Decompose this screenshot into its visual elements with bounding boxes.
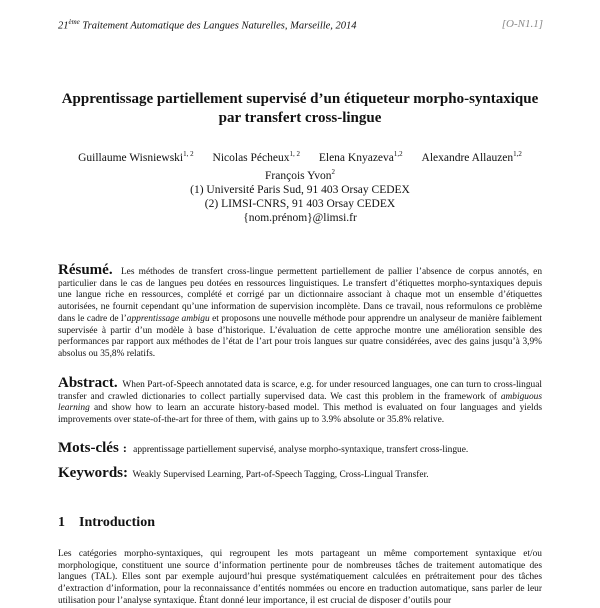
resume-text-emphasis: apprentissage ambigu (126, 313, 210, 324)
mots-cles-label: Mots-clés (58, 440, 119, 456)
author-name: Elena Knyazeva (318, 151, 394, 164)
abstract-block (58, 375, 542, 427)
paper-id: [O-N1.1] (501, 18, 543, 30)
resume-text-part2: et proposons une nouvelle méthode pour apprendre un analyseur de manière faiblement supervisée à partir d’un modèle à base d’historique. L’évaluation de cette approche montre une amélioration sensible des performances par rapport aux méthodes de l’état de l’art pour trois langues sur quatre considérées, avec des gains jusqu’à 3,9% absolus ou 35,8% relatifs. (58, 313, 542, 359)
contact-email: {nom.prénom}@limsi.fr (243, 211, 357, 224)
abstract-label: Abstract. (58, 375, 118, 391)
abstract-text-part1: When Part-of-Speech annotated data is scarce, e.g. for under resourced languages, one can turn to cross-lingual transfer and crawled dictionaries to collect partially supervised data. We cast this problem in the framework of (58, 380, 542, 402)
author-line-1 (60, 147, 540, 165)
author-affiliation-mark: 2 (331, 167, 335, 176)
mots-cles-text: apprentissage partiellement supervisé, analyse morpho-syntaxique, transfert cross-lingue. (133, 445, 469, 455)
affiliation-1: (1) Université Paris Sud, 91 403 Orsay CEDEX (190, 183, 410, 196)
intro-paragraph: Les catégories morpho-syntaxiques, qui regroupent les mots partageant un même comportement syntaxique et/ou morphologique, constituent une source d’information pertinente pour de nombreuses tâches de traitement automatique des langues (TAL). Elles sont par exemple aujourd’hui presque systématiquement calculées en prétraitement pour des tâches d’extraction d’information, pour la reconnaissance d’entités nommées ou encore en traduction automatique, sans parler de leur utilisation pour l’analyse syntaxique. Étant donné leur importance, il est crucial de disposer d’outils pour (58, 549, 542, 606)
paper-title: Apprentissage partiellement supervisé d’un étiqueteur morpho-syntaxique par transfert cross-lingue (61, 91, 539, 126)
section-number: 1 (58, 515, 65, 530)
section-heading (58, 515, 155, 531)
author-affiliation-mark: 1,2 (393, 150, 403, 158)
author-affiliation-mark: 1, 2 (183, 150, 194, 158)
edition-number: 21 (58, 20, 69, 32)
author-name: François Yvon (265, 169, 332, 182)
keywords-label: Keywords: (58, 465, 128, 481)
author (265, 167, 335, 182)
mots-cles-separator: : (122, 441, 127, 455)
keywords-text: Weakly Supervised Learning, Part-of-Speech Tagging, Cross-Lingual Transfer. (132, 470, 429, 480)
abstract-text-part2: and show how to learn an accurate history-based model. This method is evaluated on four languages and yields improvements over state-of-the-art for three of them, with gains up to 3.9% absolute or 35.8% relative. (58, 403, 542, 426)
author-affiliation-mark: 1,2 (513, 150, 522, 158)
author (422, 152, 522, 164)
edition-suffix: ème (68, 18, 80, 26)
author-name: Alexandre Allauzen (421, 151, 514, 164)
resume-text-part1: Les méthodes de transfert cross-lingue permettent partiellement de pallier l’absence de corpus annotés, en particulier dans le cas de langues peu dotées en ressources linguistiques. Le transfert d’étiquettes morpho-syntaxiques depuis une langue riche en ressources, complété et corrigé par un dictionnaire associant à chaque mot un ensemble d’étiquettes autorisées, ne fournit cependant qu’une information de supervision incomplète. Dans ce travail, nous reformulons ce problème dans le cadre de l’ (58, 267, 543, 324)
author-line-2 (60, 165, 540, 183)
author (78, 152, 194, 164)
author-block (60, 147, 540, 225)
conference-header (58, 18, 357, 32)
author-affiliation-mark: 1, 2 (289, 150, 300, 158)
section-title: Introduction (79, 515, 155, 530)
abstract-text-emphasis: ambiguous learning (58, 391, 542, 414)
author (213, 152, 300, 164)
resume-label: Résumé. (58, 262, 113, 278)
resume-block (58, 262, 543, 361)
mots-cles-block (58, 440, 542, 457)
author-name: Guillaume Wisniewski (78, 151, 184, 164)
keywords-block (58, 465, 542, 482)
author-name: Nicolas Pécheux (212, 151, 290, 164)
author (319, 152, 403, 164)
affiliation-2: (2) LIMSI-CNRS, 91 403 Orsay CEDEX (204, 197, 396, 210)
conference-name: Traitement Automatique des Langues Naturelles, Marseille, 2014 (82, 20, 357, 32)
